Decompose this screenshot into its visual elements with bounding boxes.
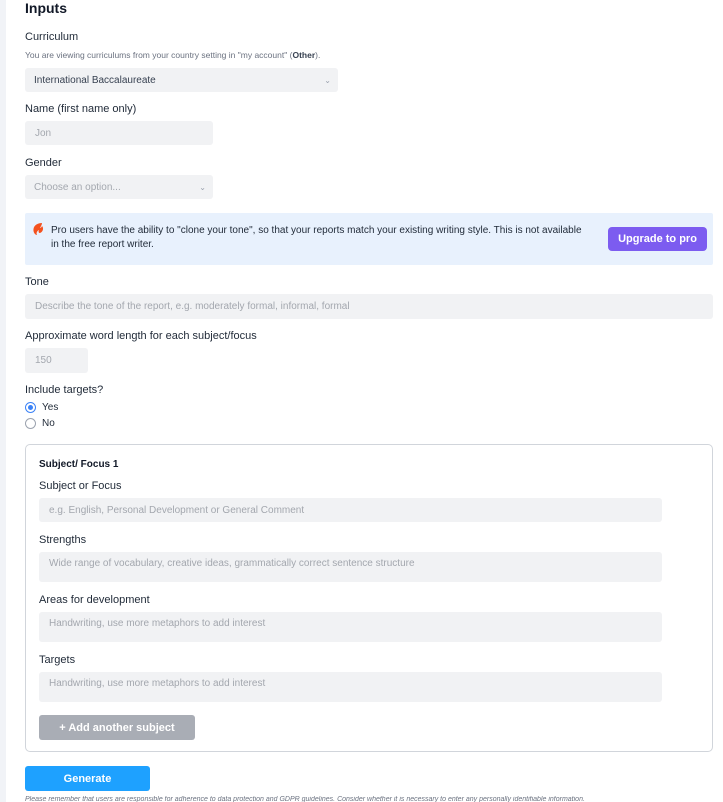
development-textarea[interactable] xyxy=(39,612,662,642)
sidebar-edge xyxy=(0,0,6,802)
gender-placeholder: Choose an option... xyxy=(34,181,121,193)
flame-icon xyxy=(32,222,44,236)
subject-placeholder: e.g. English, Personal Development or General Comment xyxy=(49,504,305,516)
subject-label: Subject or Focus xyxy=(39,480,122,492)
curriculum-select[interactable] xyxy=(25,68,338,92)
word-length-placeholder: 150 xyxy=(35,355,52,366)
radio-unchecked-icon[interactable] xyxy=(25,418,36,429)
targets-placeholder: Handwriting, use more metaphors to add interest xyxy=(49,678,266,689)
strengths-placeholder: Wide range of vocabulary, creative ideas, grammatically correct sentence structure xyxy=(49,558,415,569)
chevron-down-icon: ⌄ xyxy=(324,75,331,85)
name-label: Name (first name only) xyxy=(25,103,137,115)
gender-select[interactable] xyxy=(25,175,213,199)
word-length-input[interactable] xyxy=(25,348,88,373)
development-label: Areas for development xyxy=(39,594,150,606)
targets-option-yes-label: Yes xyxy=(42,402,59,413)
word-length-label: Approximate word length for each subject/focus xyxy=(25,330,257,342)
tone-input[interactable] xyxy=(25,294,713,319)
add-subject-button[interactable]: + Add another subject xyxy=(39,715,195,740)
strengths-textarea[interactable] xyxy=(39,552,662,582)
subject-card xyxy=(25,444,713,752)
curriculum-hint-suffix: ). xyxy=(315,50,321,60)
include-targets-label: Include targets? xyxy=(25,384,104,396)
subject-input[interactable] xyxy=(39,498,662,522)
subject-card-title: Subject/ Focus 1 xyxy=(39,459,119,470)
targets-option-no-label: No xyxy=(42,418,55,429)
page-title: Inputs xyxy=(25,0,67,16)
targets-option-no[interactable] xyxy=(25,418,55,429)
curriculum-hint-country: Other xyxy=(292,50,316,60)
upgrade-to-pro-button[interactable]: Upgrade to pro xyxy=(608,227,707,251)
name-input[interactable] xyxy=(25,121,213,145)
card-targets-label: Targets xyxy=(39,654,76,666)
tone-label: Tone xyxy=(25,276,49,288)
curriculum-hint xyxy=(25,50,320,60)
targets-option-yes[interactable] xyxy=(25,402,58,413)
disclaimer-text: Please remember that users are responsible for adherence to data protection and GDPR guidelines. Consider whether it is necessary to enter any personally identifiable information. xyxy=(25,796,585,802)
curriculum-hint-prefix: You are viewing curriculums from your country setting in "my account" ( xyxy=(25,50,293,60)
tone-placeholder: Describe the tone of the report, e.g. moderately formal, informal, formal xyxy=(35,301,350,312)
generate-button[interactable]: Generate xyxy=(25,766,150,791)
chevron-down-icon: ⌄ xyxy=(199,182,206,192)
targets-textarea[interactable] xyxy=(39,672,662,702)
gender-label: Gender xyxy=(25,157,62,169)
pro-banner xyxy=(25,213,713,265)
strengths-label: Strengths xyxy=(39,534,87,546)
name-placeholder: Jon xyxy=(35,127,52,139)
radio-checked-icon[interactable] xyxy=(25,402,36,413)
banner-text: Pro users have the ability to "clone your tone", so that your reports match your existing writing style. This is not available in the free report writer. xyxy=(51,225,582,250)
development-placeholder: Handwriting, use more metaphors to add interest xyxy=(49,618,266,629)
curriculum-label: Curriculum xyxy=(25,31,79,43)
curriculum-selected-value: International Baccalaureate xyxy=(34,74,156,86)
